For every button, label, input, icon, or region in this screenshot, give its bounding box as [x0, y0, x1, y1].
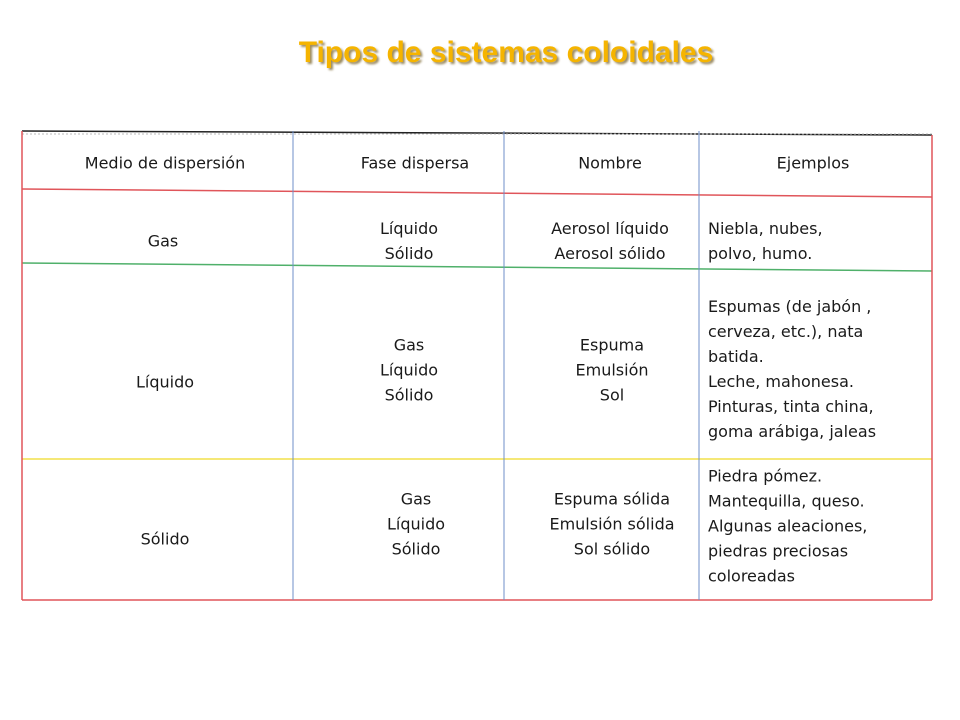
- header-ejemplos: Ejemplos: [776, 153, 850, 173]
- header-fase: Fase dispersa: [360, 153, 470, 173]
- header-nombre: Nombre: [578, 153, 642, 173]
- row1-fase: Líquido Sólido: [379, 219, 439, 263]
- row3-fase: Gas Líquido Sólido: [386, 489, 446, 559]
- row2-nombre: Espuma Emulsión Sol: [575, 335, 649, 405]
- row3-medio: Sólido: [140, 529, 190, 549]
- row1-ejemplos: Niebla, nubes, polvo, humo.: [708, 219, 823, 263]
- slide-title: Tipos de sistemas coloidales: [298, 36, 714, 69]
- header-medio: Medio de dispersión: [84, 153, 246, 173]
- row1-medio: Gas: [147, 231, 179, 251]
- row2-medio: Líquido: [135, 372, 195, 392]
- header-divider: [22, 189, 932, 197]
- row2-fase: Gas Líquido Sólido: [379, 335, 439, 405]
- row1-nombre: Aerosol líquido Aerosol sólido: [551, 219, 669, 263]
- row3-ejemplos: Piedra pómez. Mantequilla, queso. Algunas aleaciones, piedras preciosas coloreadas: [708, 466, 868, 586]
- row3-nombre: Espuma sólida Emulsión sólida Sol sólido: [549, 489, 675, 559]
- row2-ejemplos: Espumas (de jabón , cerveza, etc.), nata batida. Leche, mahonesa. Pinturas, tinta china, goma arábiga, jaleas: [708, 297, 877, 441]
